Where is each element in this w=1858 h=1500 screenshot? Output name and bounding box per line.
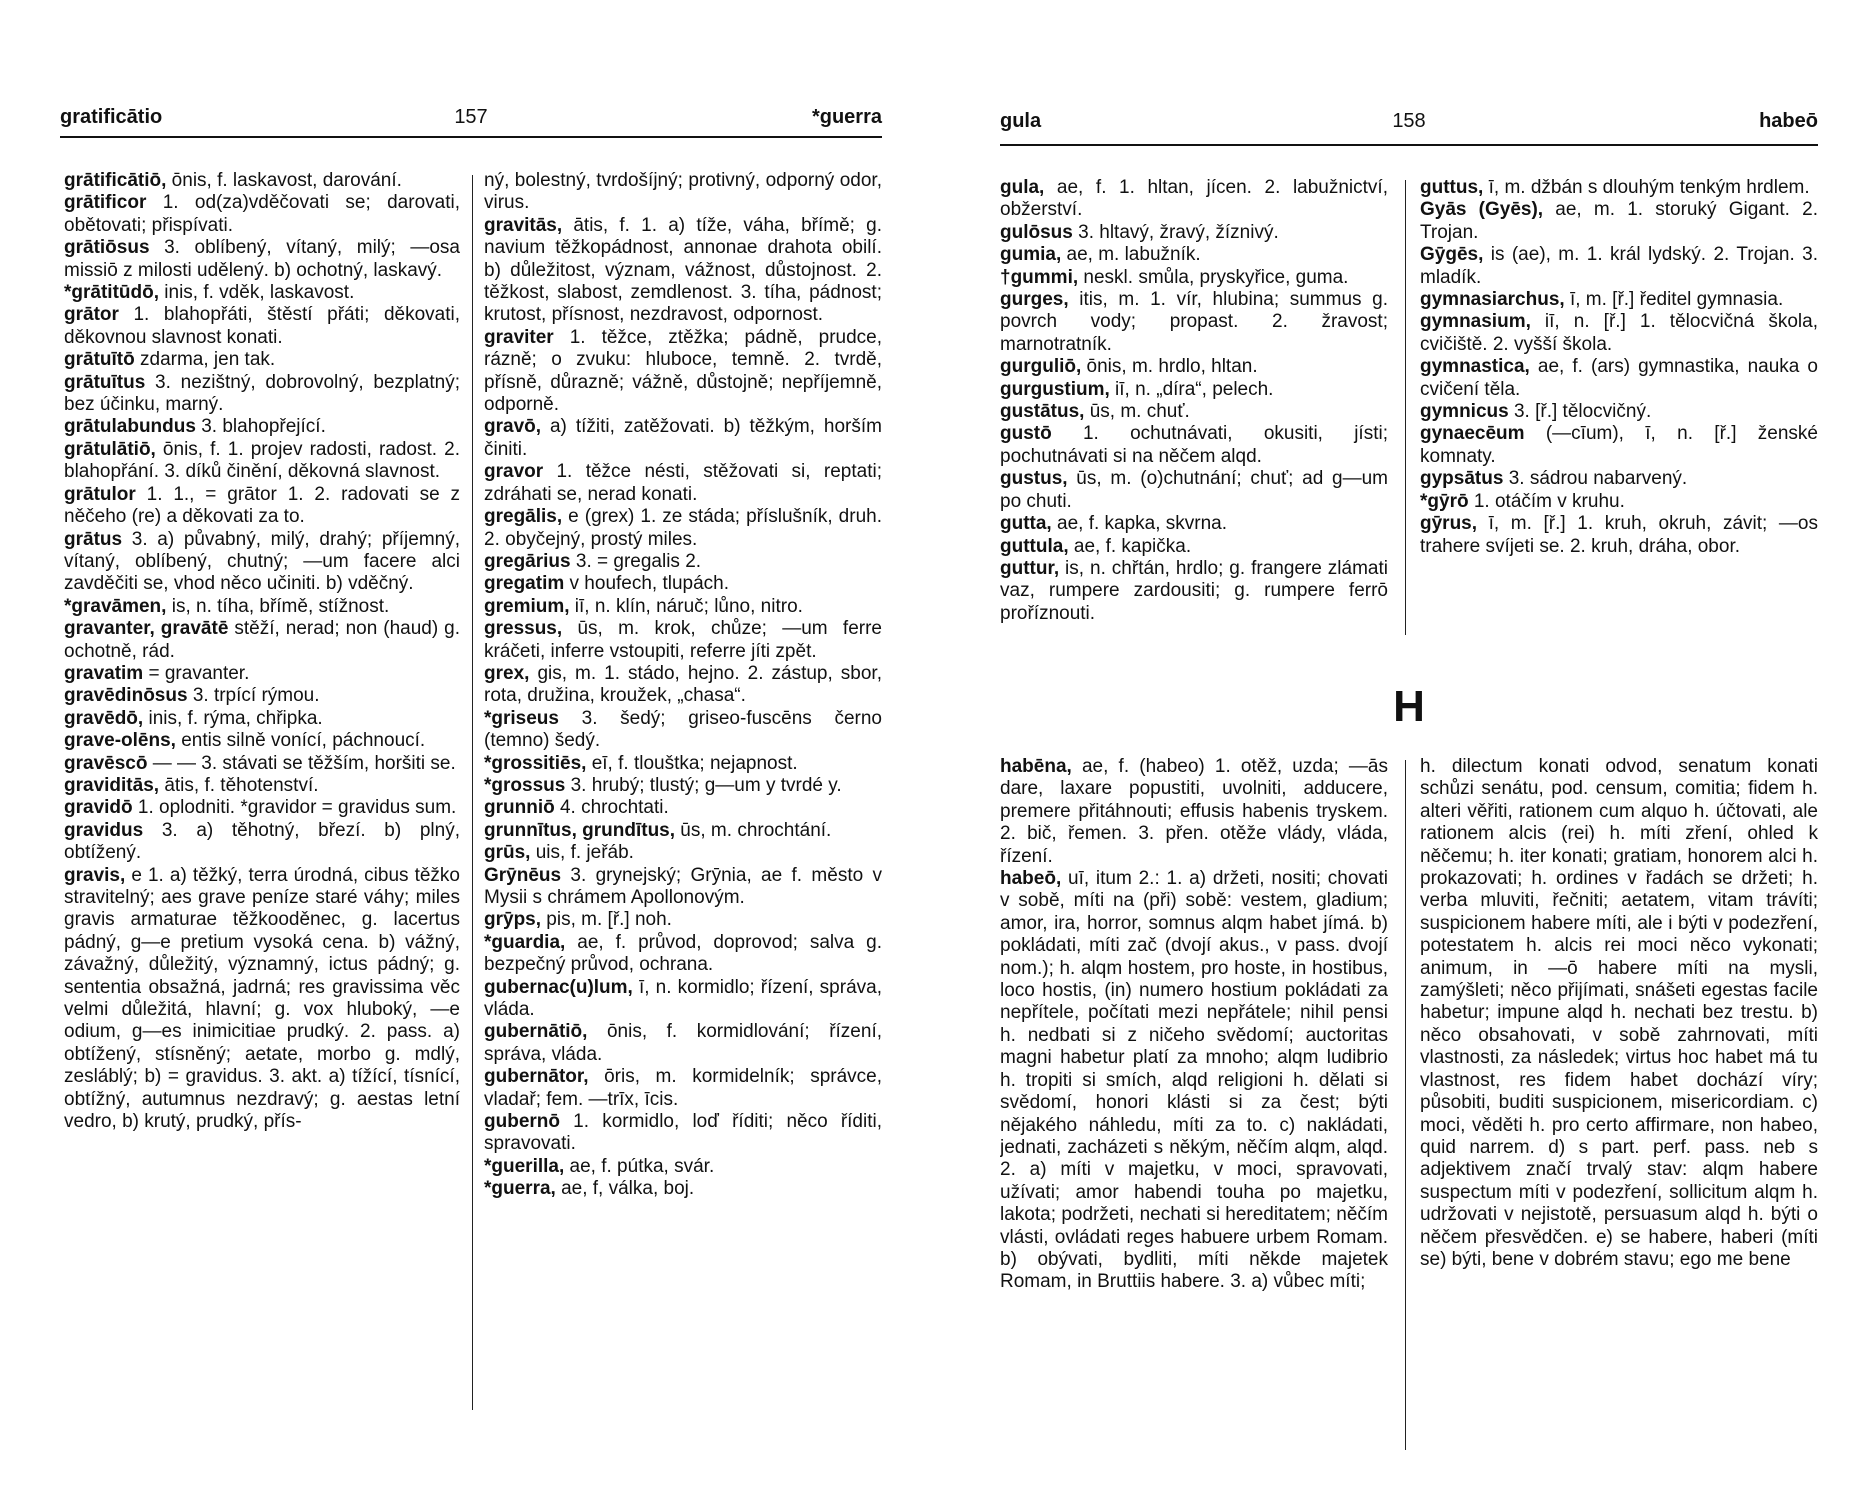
entry-definition: a) tížiti, zatěžovati. b) těžkým, horším činiti. — [484, 416, 882, 460]
entry-definition: uis, f. jeřáb. — [530, 842, 634, 864]
entry-headword: gubernō — [484, 1111, 560, 1133]
dictionary-entry — [64, 775, 460, 797]
entry-definition: ōnis, m. hrdlo, hltan. — [1081, 356, 1258, 378]
entry-definition: 4. chrochtati. — [554, 797, 669, 819]
entry-definition: 1. těžce nésti, stěžovati si, reptati; zdráhati se, nerad konati. — [484, 461, 882, 505]
entry-headword: gravō, — [484, 416, 542, 438]
entry-definition: itis, m. 1. vír, hlubina; summus g. povrch vody; propast. 2. žravost; marnotratník. — [1000, 289, 1388, 355]
entry-definition: 3. šedý; griseo-fuscēns černo (temno) šedý. — [484, 707, 882, 752]
entry-definition: pis, m. [ř.] noh. — [541, 909, 672, 931]
entry-headword: gymnastica, — [1420, 356, 1530, 378]
entry-definition: ōnis, f. kormidlování; řízení, správa, vláda. — [484, 1021, 882, 1065]
entry-definition: ný, bolestný, tvrdošíjný; protivný, odporný odor, virus. — [484, 170, 882, 214]
entry-headword: gumia, — [1000, 244, 1062, 266]
entry-headword: Gyās (Gyēs), — [1420, 199, 1544, 221]
entry-definition: 3. oblíbený, vítaný, milý; —osa missiō z milosti udělený. b) ochotný, laskavý. — [64, 237, 460, 281]
entry-headword: †gummi, — [1000, 266, 1079, 288]
dictionary-entry — [1000, 289, 1388, 356]
left-page — [60, 0, 882, 1500]
entry-headword: grātus — [64, 528, 123, 550]
entry-definition: entis silně vonící, páchnoucí. — [175, 730, 426, 752]
dictionary-entry — [1000, 356, 1388, 378]
entry-headword: gregatim — [484, 573, 565, 595]
entry-definition: ae, f. kapička. — [1068, 535, 1192, 557]
dictionary-entry — [64, 529, 460, 596]
dictionary-entry — [1000, 756, 1388, 868]
entry-definition: ae, f. pútka, svár. — [564, 1155, 715, 1177]
dictionary-entry — [484, 820, 882, 842]
entry-headword: grātuītus — [64, 371, 146, 393]
dictionary-entry — [1420, 423, 1818, 468]
entry-headword: *grossus — [484, 774, 566, 796]
entry-definition: 3. hltavý, žravý, žíznivý. — [1072, 221, 1279, 243]
column-1 — [64, 170, 460, 1420]
entry-headword: gravis, — [64, 864, 126, 886]
entry-definition: eī, f. tlouštka; nejapnost. — [586, 752, 798, 774]
entry-definition: ōnis, f. laskavost, darování. — [166, 170, 402, 191]
entry-definition: inis, f. rýma, chřipka. — [143, 707, 323, 729]
entry-definition: 3. sádrou nabarvený. — [1503, 468, 1688, 490]
entry-definition: ī, m. džbán s dlouhým tenkým hrdlem. — [1483, 177, 1810, 198]
dictionary-entry — [484, 1178, 882, 1200]
entry-definition: ae, f. (ars) gymnastika, nauka o cvičení těla. — [1420, 356, 1818, 400]
entry-definition: zdarma, jen tak. — [134, 349, 276, 371]
dictionary-entry — [484, 1021, 882, 1066]
dictionary-entry — [484, 842, 882, 864]
dictionary-entry — [484, 663, 882, 708]
entry-definition: e 1. a) těžký, terra úrodná, cibus těžko stravitelný; aes grave peníze staré váhy; miles gravis armaturae těžkooděnec, g. lacertus pádný, g—e pretium vysoká cena. b) vážný, závažný, důležitý, významný, ictus pádný; g. sententia obsažná, jadrná; res gravissima věc velmi důležitá, hlavní; g. vox hluboký, —e odium, g—es inimicitiae prudký. 2. pass. a) obtížený, stísněný; aetate, morbo g. mdlý, zesláblý; b) = gravidus. 3. akt. a) tížící, tísnící, obtížný, autumnus nezdravý; g. aestas letní vedro, b) krutý, prudký, přís- — [64, 864, 460, 1133]
dictionary-entry — [64, 192, 460, 237]
entry-definition: stěží, nerad; non (haud) g. ochotně, rád. — [64, 618, 460, 662]
entry-definition: ae, f. 1. hltan, jícen. 2. labužnictví, obžerství. — [1000, 177, 1388, 221]
dictionary-entry — [1420, 177, 1818, 199]
entry-headword: grave-olēns, — [64, 730, 176, 752]
entry-headword: guttula, — [1000, 535, 1069, 557]
entry-definition: ae, f, válka, boj. — [555, 1178, 695, 1200]
dictionary-entry — [1000, 868, 1388, 1294]
entry-headword: grātificor — [64, 192, 147, 214]
entry-headword: gynaecēum — [1420, 423, 1525, 445]
entry-definition: ūs, m. chuť. — [1084, 401, 1190, 423]
entry-definition: ūs, m. chrochtání. — [675, 819, 832, 841]
dictionary-entry — [64, 439, 460, 484]
dictionary-entry — [64, 730, 460, 752]
entry-headword: habēna, — [1000, 756, 1072, 777]
entry-definition: inis, f. vděk, laskavost. — [159, 282, 355, 304]
entry-definition: iī, n. „díra“, pelech. — [1109, 378, 1274, 400]
header-last-word: *guerra — [811, 106, 882, 128]
dictionary-entry — [1420, 401, 1818, 423]
dictionary-entry — [64, 865, 460, 1134]
entry-headword: grātulātiō, — [64, 438, 156, 460]
entry-headword: *grossitiēs, — [484, 752, 587, 774]
entry-definition: iī, n. klín, náruč; lůno, nitro. — [569, 595, 803, 617]
dictionary-entry — [484, 416, 882, 461]
entry-definition: ae, f. kapka, skvrna. — [1051, 513, 1228, 535]
dictionary-entry — [484, 865, 882, 910]
entry-definition: ātis, f. těhotenství. — [159, 774, 319, 796]
dictionary-entry — [1000, 267, 1388, 289]
entry-headword: grunnītus, grundītus, — [484, 819, 676, 841]
entry-definition: neskl. smůla, pryskyřice, guma. — [1078, 266, 1349, 288]
entry-headword: grātiōsus — [64, 237, 150, 259]
dictionary-entry — [1420, 468, 1818, 490]
entry-headword: gymnicus — [1420, 401, 1509, 423]
running-header — [1000, 110, 1818, 138]
entry-definition: ae, f. průvod, doprovod; salva g. bezpečný průvod, ochrana. — [484, 931, 882, 976]
dictionary-entry — [1000, 513, 1388, 535]
dictionary-entry — [484, 977, 882, 1022]
entry-headword: gymnasiarchus, — [1420, 289, 1565, 311]
entry-headword: gypsātus — [1420, 468, 1504, 490]
dictionary-entry — [484, 708, 882, 753]
entry-headword: guttus, — [1420, 177, 1484, 198]
column-divider — [1405, 760, 1406, 1450]
dictionary-entry — [1000, 558, 1388, 625]
dictionary-entry — [64, 237, 460, 282]
dictionary-entry — [1000, 177, 1388, 222]
dictionary-entry — [484, 1111, 882, 1156]
entry-headword: grātuītō — [64, 349, 135, 371]
header-last-word: habeō — [1759, 110, 1818, 132]
entry-headword: Grȳnēus — [484, 864, 562, 886]
dictionary-entry — [484, 1156, 882, 1178]
entry-headword: *gravāmen, — [64, 595, 167, 617]
dictionary-entry — [484, 618, 882, 663]
entry-definition: ūs, m. (o)chutnání; chuť; ad g—um po chuti. — [1000, 468, 1388, 512]
entry-headword: grātulabundus — [64, 416, 196, 438]
section-letter: H — [1393, 682, 1425, 731]
dictionary-entry — [1000, 222, 1388, 244]
dictionary-entry — [484, 551, 882, 573]
entry-headword: gravēdinōsus — [64, 685, 188, 707]
entry-definition: = gravanter. — [143, 662, 250, 684]
entry-definition: gis, m. 1. stádo, hejno. 2. zástup, sbor, rota, družina, kroužek, „chasa“. — [484, 662, 882, 707]
entry-headword: gravitās, — [484, 214, 563, 236]
entry-definition: 3. nezištný, dobrovolný, bezplatný; bez účinku, marný. — [64, 371, 460, 416]
entry-definition: 1. ochutnávati, okusiti, jísti; pochutnávati si na něčem alqd. — [1000, 423, 1388, 467]
entry-headword: grūs, — [484, 842, 531, 864]
entry-definition: ātis, f. 1. a) tíže, váha, břímě; g. navium těžkopádnost, annonae drahota obilí. b) důležitost, význam, vážnost, důstojnost. 2. těžkost, slabost, zemdlenost. 3. tíha, pádnost; krutost, přísnost, nezdravost, odpornost. — [484, 214, 882, 326]
entry-headword: graviditās, — [64, 774, 160, 796]
dictionary-entry — [64, 416, 460, 438]
entry-definition: 1. oplodniti. *gravidor = gravidus sum. — [132, 797, 457, 819]
entry-headword: gustus, — [1000, 468, 1068, 490]
dictionary-entry — [1420, 199, 1818, 244]
entry-definition: h. dilectum konati odvod, senatum konati schůzi senátu, pod. censum, comitia; fidem h. alteri věřiti, rationem cum alquo h. účtovati, ale rationem alcis (rei) h. míti zření, ohled k něčemu; h. iter konati; gratiam, honorem alci h. prokazovati; h. ordines v řadách se držeti; h. verba mluviti, řečniti; aetatem, vitam trávíti; suspicionem habere míti, ale i býti v podezření, potestatem h. alcis rei moci něco vykonati; animum, in —ō habere míti na mysli, zamýšleti; něco přijímati, snášeti egestas facile habetur; impune alqd h. nechati bez trestu. b) něco obsahovati, v sobě zahrnovati, míti vlastnosti, za následek; virtus hoc habet má tu vlastnost, res fidem habet dochází víry; působiti, buditi suspicionem, misericordiam. c) moci, věděti h. pro certo affirmare, non habeo, quid narrem. d) s part. perf. pass. neb s adjektivem značí trvalý stav: alqm habere suspectum míti v podezření, sollicitum alqm h. udržovati v nejistotě, persuasum alqd h. býti o něčem přesvědčen. e) se habere, haberi (míti se) býti, bene v dobrém stavu; ego me bene — [1420, 756, 1818, 1270]
entry-definition: 3. blahopřející. — [195, 416, 326, 438]
entry-definition: 1. 1., = grātor 1. 2. radovati se z něčeho (re) a děkovati za to. — [64, 483, 460, 528]
dictionary-entry — [484, 327, 882, 417]
page-number: 157 — [454, 106, 488, 128]
dictionary-entry — [64, 663, 460, 685]
entry-definition: 3. trpící rýmou. — [187, 685, 320, 707]
dictionary-entry — [1420, 311, 1818, 356]
dictionary-entry — [484, 909, 882, 931]
entry-headword: gubernac(u)lum, — [484, 976, 633, 998]
column-2 — [1420, 177, 1818, 647]
dictionary-entry — [484, 932, 882, 977]
entry-definition: 1. kormidlo, loď říditi; něco říditi, spravovati. — [484, 1111, 882, 1155]
dictionary-entry — [484, 506, 882, 551]
entry-definition: (—cīum), ī, n. [ř.] ženské komnaty. — [1420, 423, 1818, 467]
entry-headword: grunniō — [484, 797, 555, 819]
dictionary-entry — [64, 282, 460, 304]
entry-headword: *gȳrō — [1420, 490, 1469, 512]
dictionary-entry — [484, 797, 882, 819]
entry-headword: habeō, — [1000, 868, 1062, 890]
entry-definition: 1. od(za)vděčovati se; darovati, obětovati; přispívati. — [64, 192, 460, 236]
entry-definition: iī, n. [ř.] 1. tělocvičná škola, cvičiště. 2. vyšší škola. — [1420, 311, 1818, 355]
entry-headword: gurgustium, — [1000, 378, 1110, 400]
entry-definition: ae, f. (habeo) 1. otěž, uzda; —ās dare, laxare popustiti, uvolniti, adducere, premere přitáhnouti; effusis habenis tryskem. 2. bič, řemen. 3. přen. otěže vlády, vláda, řízení. — [1000, 756, 1388, 867]
entry-headword: gȳrus, — [1420, 513, 1478, 535]
header-rule — [60, 136, 882, 138]
dictionary-entry — [1420, 491, 1818, 513]
entry-definition: is, n. chřtán, hrdlo; g. frangere zlámati vaz, rumpere zardousiti; g. rumpere ferrō proříznouti. — [1000, 557, 1388, 624]
entry-headword: gremium, — [484, 595, 570, 617]
entry-definition: is (ae), m. 1. král lydský. 2. Trojan. 3. mladík. — [1420, 244, 1818, 288]
entry-headword: gubernātor, — [484, 1066, 589, 1088]
entry-headword: Gȳgēs, — [1420, 244, 1484, 266]
entry-definition: 1. těžce, ztěžka; pádně, prudce, rázně; o zvuku: hluboce, temně. 2. tvrdě, přísně, důrazně; vážně, důstojně; nepříjemně, odporně. — [484, 326, 882, 416]
entry-headword: *grātitūdō, — [64, 282, 159, 304]
entry-headword: gravatim — [64, 662, 144, 684]
dictionary-entry — [64, 484, 460, 529]
dictionary-entry — [64, 304, 460, 349]
dictionary-entry — [1000, 244, 1388, 266]
dictionary-entry — [1420, 756, 1818, 1271]
entry-headword: gutta, — [1000, 513, 1052, 535]
entry-definition: v houfech, tlupách. — [564, 573, 730, 595]
dictionary-entry — [484, 573, 882, 595]
dictionary-entry — [64, 685, 460, 707]
entry-headword: gravēdō, — [64, 707, 144, 729]
entry-definition: 3. a) těhotný, březí. b) plný, obtížený. — [64, 819, 460, 864]
right-page — [1000, 0, 1818, 1500]
entry-headword: graviter — [484, 326, 554, 348]
entry-headword: gravanter, gravātē — [64, 618, 229, 640]
entry-definition: ī, n. kormidlo; řízení, správa, vláda. — [484, 976, 882, 1021]
entry-headword: gravor — [484, 461, 544, 483]
dictionary-entry — [1000, 536, 1388, 558]
entry-headword: *griseus — [484, 707, 559, 729]
dictionary-entry — [64, 170, 460, 192]
entry-definition: 3. [ř.] tělocvičný. — [1508, 401, 1652, 423]
entry-definition: 1. blahopřáti, štěstí přáti; děkovati, děkovnou slavnost konati. — [64, 304, 460, 348]
entry-headword: gubernātiō, — [484, 1021, 588, 1043]
entry-definition: 3. grynejský; Grȳnia, ae f. město v Mysii s chrámem Apollonovým. — [484, 864, 882, 908]
entry-headword: *guardia, — [484, 931, 566, 953]
entry-headword: gulōsus — [1000, 221, 1073, 243]
dictionary-entry — [64, 372, 460, 417]
entry-definition: — — 3. stávati se těžším, horšiti se. — [147, 752, 456, 774]
entry-definition: 3. a) půvabný, milý, drahý; příjemný, vítaný, oblíbený, chutný; —um facere alci zavděčiti se, vhod něco učiniti. b) vděčný. — [64, 528, 460, 595]
entry-definition: e (grex) 1. ze stáda; příslušník, druh. 2. obyčejný, prostý miles. — [484, 506, 882, 550]
entry-definition: ae, m. 1. storuký Gigant. 2. Trojan. — [1420, 199, 1818, 243]
dictionary-entry — [64, 618, 460, 663]
entry-headword: grȳps, — [484, 909, 542, 931]
entry-definition: 3. hrubý; tlustý; g—um y tvrdé y. — [565, 774, 842, 796]
column-divider — [1405, 180, 1406, 635]
entry-definition: 3. = gregalis 2. — [570, 550, 702, 572]
entry-headword: gustātus, — [1000, 401, 1085, 423]
entry-headword: gregālis, — [484, 506, 563, 528]
dictionary-entry — [484, 215, 882, 327]
entry-headword: gula, — [1000, 177, 1045, 198]
header-first-word: gratificātio — [60, 106, 163, 128]
entry-definition: ūs, m. krok, chůze; —um ferre kráčeti, inferre vstoupiti, referre jíti zpět. — [484, 618, 882, 662]
dictionary-entry — [64, 708, 460, 730]
entry-headword: gustō — [1000, 423, 1052, 445]
dictionary-entry — [484, 596, 882, 618]
entry-headword: gymnasium, — [1420, 311, 1531, 333]
entry-headword: grātificātiō, — [64, 170, 167, 191]
entry-definition: ae, m. labužník. — [1061, 244, 1201, 266]
header-rule — [1000, 144, 1818, 146]
column-divider — [472, 175, 473, 1410]
dictionary-entry — [1000, 401, 1388, 423]
dictionary-entry — [484, 753, 882, 775]
entry-headword: gravidus — [64, 819, 144, 841]
dictionary-entry — [484, 1066, 882, 1111]
dictionary-entry — [1420, 513, 1818, 558]
entry-headword: gressus, — [484, 618, 563, 640]
dictionary-entry — [1000, 379, 1388, 401]
entry-headword: gurges, — [1000, 289, 1069, 311]
column-3 — [1000, 756, 1388, 1456]
dictionary-entry — [1420, 244, 1818, 289]
entry-definition: is, n. tíha, břímě, stížnost. — [166, 595, 390, 617]
dictionary-entry — [484, 461, 882, 506]
entry-headword: gurguliō, — [1000, 356, 1082, 378]
running-header — [60, 106, 882, 134]
entry-definition: uī, itum 2.: 1. a) držeti, nositi; chovati v sobě, míti na (při) sobě: vestem, gladium; amor, ira, horror, somnus alqm habet jímá. b) pokládati, míti zač (dvojí akus., v pass. dvojí nom.); h. alqm hostem, pro hoste, in hostibus, loco hostis, (in) numero hostium pokládati za nepřítele, počítati mezi nepřátele; nihil pensi h. nedbati si z ničeho svědomí; auctoritas magni habetur platí za mnoho; alqm ludibrio h. tropiti si smích, alqd religioni h. dělati si svědomí, honori klásti si za čest; býti nějakého náhledu, míti za to. c) nakládati, jednati, zacházeti s někým, něčím alqm, alqd. 2. a) míti v majetku, v moci, spravovati, užívati; amor habendi touha po majetku, lakota; podržeti, nechati si hereditatem; něčím vlásti, ovládati reges habuere urbem Romam. b) obývati, bydliti, míti někde majetek Romam, in Bruttiis habere. 3. a) vůbec míti; — [1000, 868, 1388, 1293]
dictionary-entry — [64, 596, 460, 618]
entry-headword: gravidō — [64, 797, 133, 819]
column-2 — [484, 170, 882, 1420]
dictionary-entry — [64, 753, 460, 775]
entry-definition: ī, m. [ř.] ředitel gymnasia. — [1564, 289, 1784, 311]
entry-headword: guttur, — [1000, 557, 1060, 579]
dictionary-entry — [1000, 468, 1388, 513]
header-first-word: gula — [1000, 110, 1042, 132]
entry-definition: ōris, m. kormidelník; správce, vladař; fem. —trīx, īcis. — [484, 1066, 882, 1110]
entry-headword: grātulor — [64, 483, 136, 505]
dictionary-entry — [1420, 289, 1818, 311]
page-number: 158 — [1392, 110, 1426, 132]
column-1 — [1000, 177, 1388, 647]
entry-headword: grex, — [484, 662, 530, 684]
entry-definition: ī, m. [ř.] 1. kruh, okruh, závit; —os trahere svíjeti se. 2. kruh, dráha, obor. — [1420, 513, 1818, 557]
dictionary-entry — [1420, 356, 1818, 401]
entry-definition: 1. otáčím v kruhu. — [1468, 490, 1625, 512]
entry-headword: gregārius — [484, 550, 571, 572]
dictionary-entry — [64, 797, 460, 819]
dictionary-entry — [484, 775, 882, 797]
entry-headword: *guerra, — [484, 1178, 556, 1200]
dictionary-entry — [1000, 423, 1388, 468]
entry-headword: grātor — [64, 304, 119, 326]
dictionary-entry — [64, 820, 460, 865]
column-4 — [1420, 756, 1818, 1456]
entry-headword: gravēscō — [64, 752, 148, 774]
entry-definition: ōnis, f. 1. projev radosti, radost. 2. blahopřání. 3. díků činění, děkovná slavnost. — [64, 438, 460, 483]
entry-headword: *guerilla, — [484, 1155, 565, 1177]
dictionary-entry — [484, 170, 882, 215]
dictionary-entry — [64, 349, 460, 371]
